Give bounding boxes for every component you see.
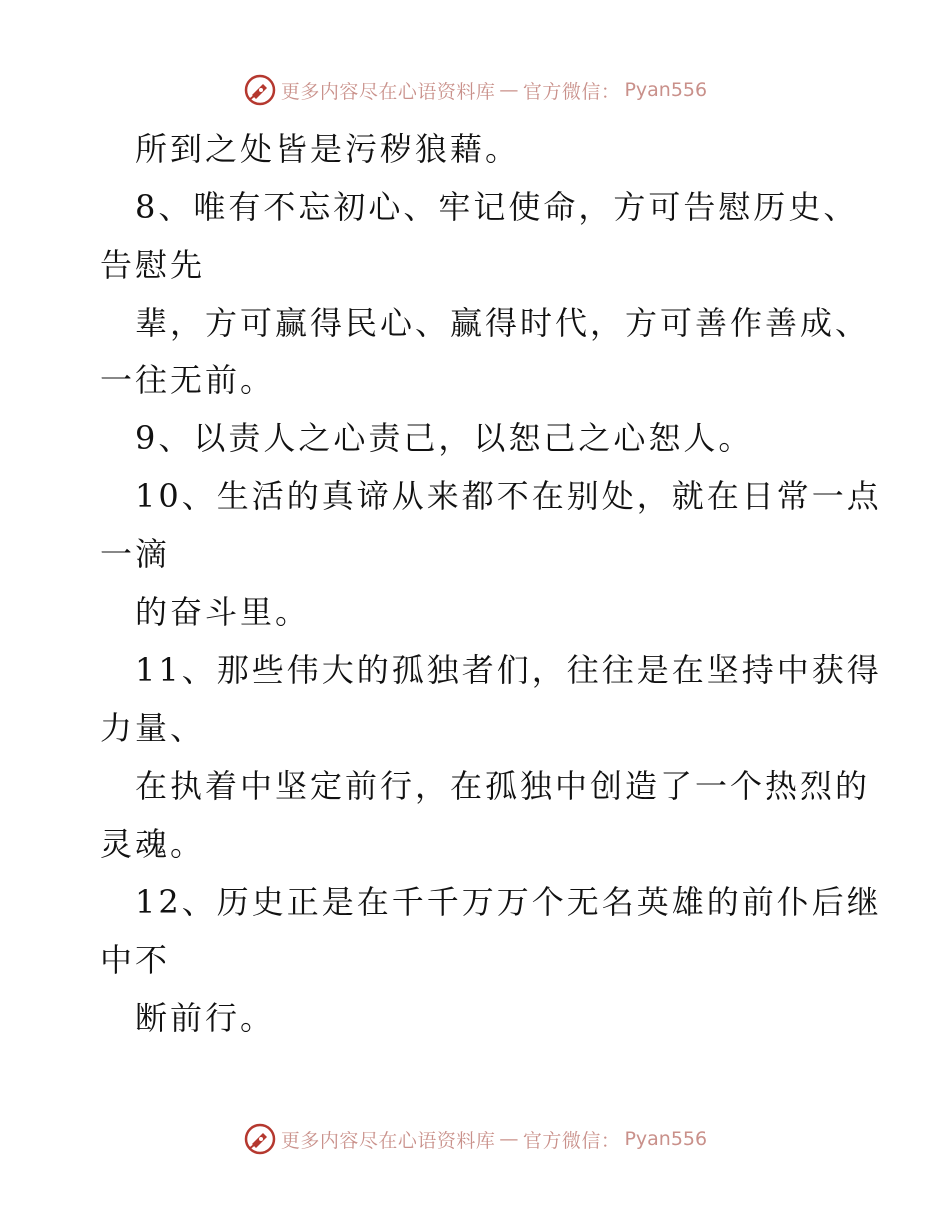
footer-banner: [0, 1121, 950, 1157]
text-line-11: 力量、: [100, 709, 206, 747]
text-line-9: 的奋斗里。: [135, 593, 311, 631]
footer-wechat-id: Pyan556: [624, 1128, 708, 1150]
header-brand-text: 更多内容尽在心语资料库: [280, 80, 496, 103]
text-line-14: 12、历史正是在千千万万个无名英雄的前仆后继: [135, 883, 882, 921]
text-line-7: 10、生活的真谛从来都不在别处，就在日常一点: [135, 477, 882, 515]
text-line-1: 所到之处皆是污秽狼藉。: [135, 130, 521, 168]
text-line-16: 断前行。: [135, 999, 276, 1037]
text-line-3: 告慰先: [100, 246, 206, 284]
header-dash: —: [499, 79, 519, 101]
header-wechat-label: 官方微信：: [522, 80, 621, 103]
header-wechat-id: Pyan556: [624, 79, 708, 101]
text-line-4: 辈，方可赢得民心、赢得时代，方可善作善成、: [135, 304, 871, 342]
text-line-6: 9、以责人之心责己，以恕己之心恕人。: [135, 419, 754, 457]
text-line-10: 11、那些伟大的孤独者们，往往是在坚持中获得: [135, 651, 882, 689]
text-line-2: 8、唯有不忘初心、牢记使命，方可告慰历史、: [135, 188, 859, 226]
footer-dash: —: [499, 1128, 519, 1150]
pen-nib-logo-icon: [243, 1122, 277, 1156]
pen-nib-logo-icon: [243, 73, 277, 107]
footer-wechat-label: 官方微信：: [522, 1129, 621, 1152]
text-line-5: 一往无前。: [100, 361, 276, 399]
text-line-15: 中不: [100, 941, 171, 979]
footer-brand-text: 更多内容尽在心语资料库: [280, 1129, 496, 1152]
header-banner: [0, 72, 950, 108]
text-line-12: 在执着中坚定前行，在孤独中创造了一个热烈的: [135, 767, 871, 805]
text-line-13: 灵魂。: [100, 825, 206, 863]
text-line-8: 一滴: [100, 535, 171, 573]
